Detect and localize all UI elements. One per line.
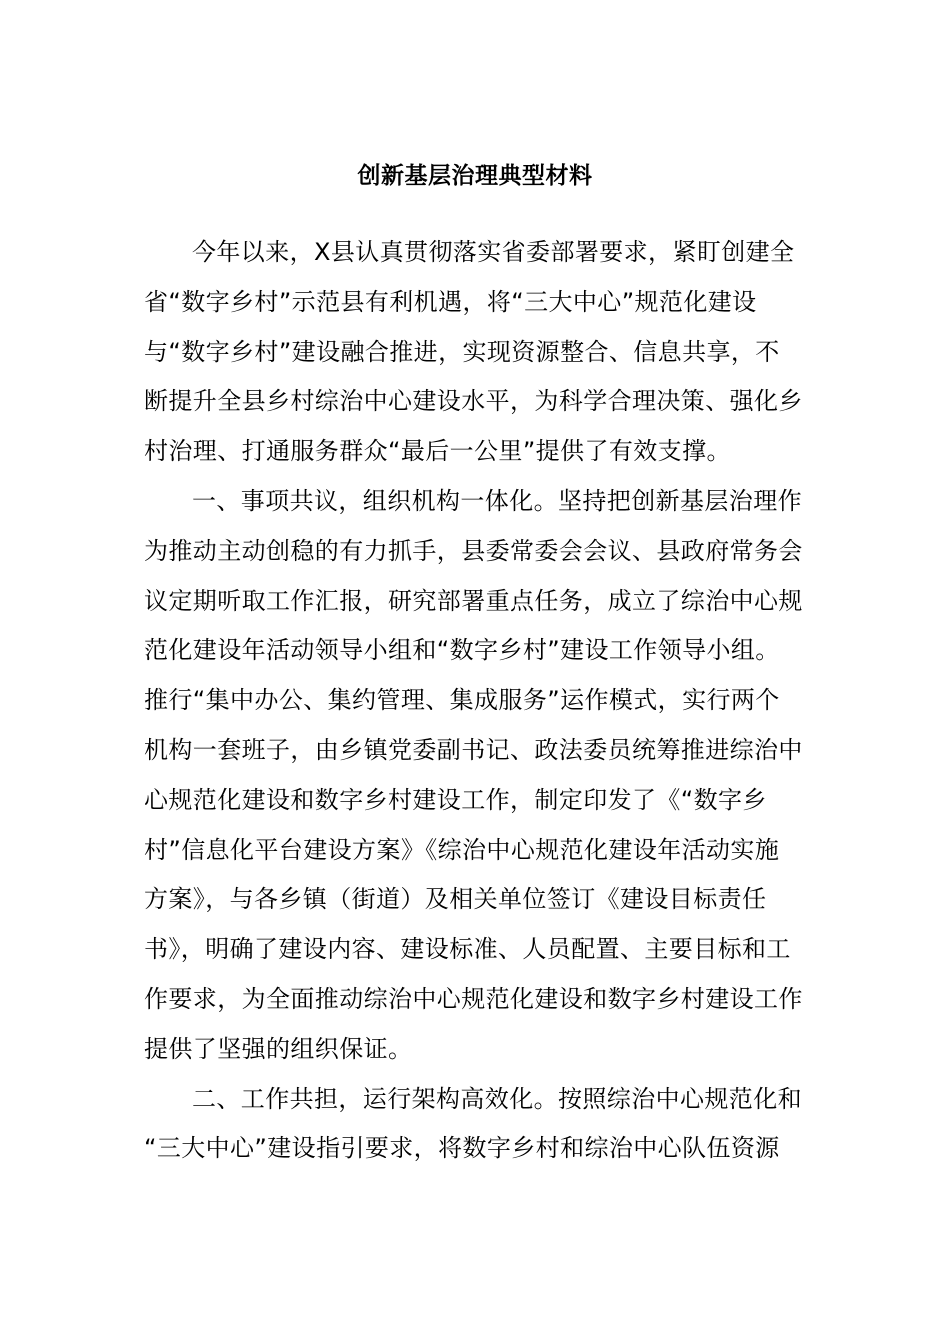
paragraph-line: 断提升全县乡村综治中心建设水平，为科学合理决策、强化乡 bbox=[144, 387, 803, 416]
paragraph-line: 书》，明确了建设内容、建设标准、人员配置、主要目标和工 bbox=[144, 935, 791, 964]
paragraph-line: 作要求，为全面推动综治中心规范化建设和数字乡村建设工作 bbox=[144, 984, 803, 1013]
paragraph-line: 推行“集中办公、集约管理、集成服务”运作模式，实行两个 bbox=[144, 686, 780, 715]
paragraph-line: 机构一套班子，由乡镇党委副书记、政法委员统筹推进综治中 bbox=[144, 735, 803, 764]
paragraph-line: 一、事项共议，组织机构一体化。坚持把创新基层治理作 bbox=[192, 486, 802, 515]
paragraph-line: 范化建设年活动领导小组和“数字乡村”建设工作领导小组。 bbox=[144, 636, 780, 665]
paragraph-line: 心规范化建设和数字乡村建设工作，制定印发了《“数字乡 bbox=[144, 785, 767, 814]
paragraph-line: 村治理、打通服务群众“最后一公里”提供了有效支撑。 bbox=[144, 437, 731, 466]
paragraph-line: 二、工作共担，运行架构高效化。按照综治中心规范化和 bbox=[192, 1084, 802, 1113]
document-body bbox=[144, 228, 803, 1174]
paragraph-line: 议定期听取工作汇报，研究部署重点任务，成立了综治中心规 bbox=[144, 586, 803, 615]
paragraph-line: 村”信息化平台建设方案》《综治中心规范化建设年活动实施 bbox=[144, 835, 780, 864]
paragraph-line: 今年以来，X县认真贯彻落实省委部署要求，紧盯创建全 bbox=[192, 238, 795, 266]
paragraph-line: 省“数字乡村”示范县有利机遇，将“三大中心”规范化建设 bbox=[144, 287, 757, 316]
paragraph-line: 与“数字乡村”建设融合推进，实现资源整合、信息共享，不 bbox=[144, 337, 780, 366]
paragraph-line: 提供了坚强的组织保证。 bbox=[144, 1034, 413, 1063]
paragraph-line: “三大中心”建设指引要求，将数字乡村和综治中心队伍资源 bbox=[144, 1134, 780, 1163]
document-title: 创新基层治理典型材料 bbox=[357, 163, 593, 189]
paragraph-line: 方案》，与各乡镇（街道）及相关单位签订《建设目标责任 bbox=[144, 885, 767, 914]
paragraph-line: 为推动主动创稳的有力抓手，县委常委会会议、县政府常务会 bbox=[144, 536, 803, 565]
